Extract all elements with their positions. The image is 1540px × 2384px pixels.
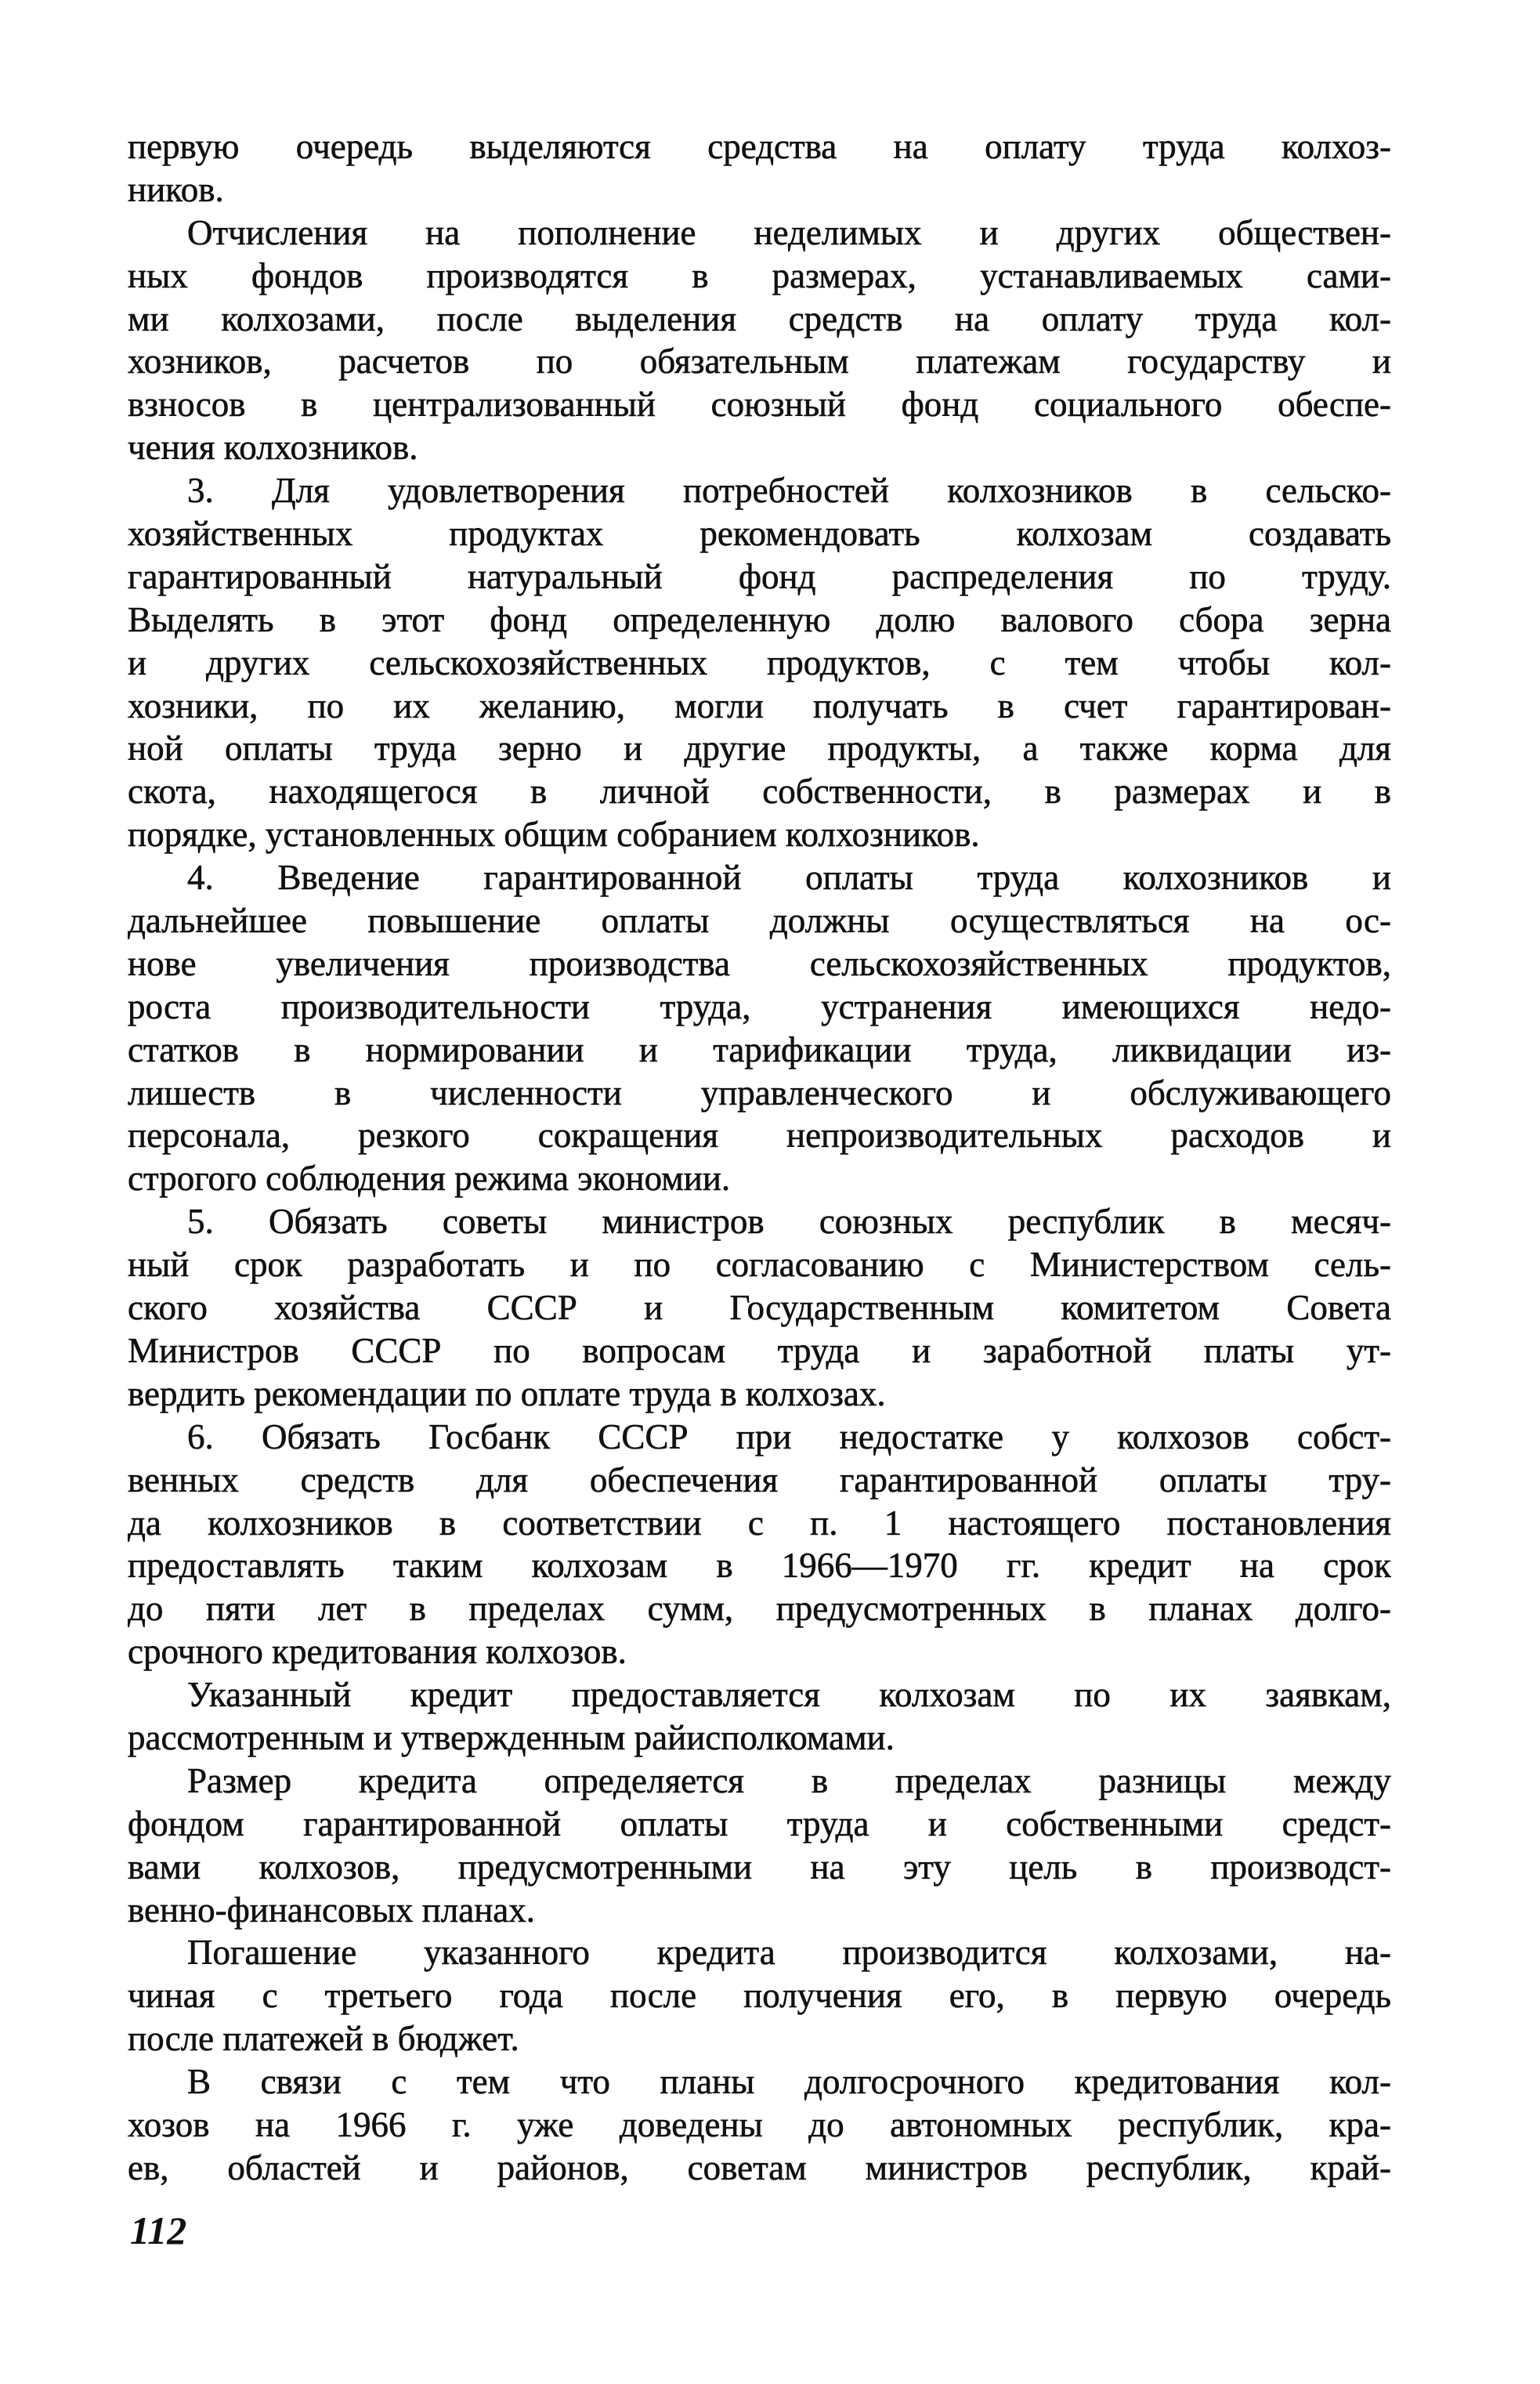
text-line: Указанный кредит предоставляется колхозам по их заявкам,	[187, 1675, 1391, 1715]
text-line: ев, областей и районов, советам министров республик, край-	[128, 2147, 1391, 2187]
paragraph	[128, 1673, 1391, 1760]
text-line: до пяти лет в пределах сумм, предусмотренных в планах долго-	[128, 1589, 1391, 1629]
text-line: статков в нормировании и тарификации труда, ликвидации из-	[128, 1029, 1391, 1069]
text-line: взносов в централизованный союзный фонд социального обеспе-	[128, 385, 1391, 425]
text-line: Выделять в этот фонд определенную долю валового сбора зерна	[128, 599, 1391, 639]
page-body-text	[128, 125, 1391, 2190]
text-line: роста производительности труда, устранения имеющихся недо-	[128, 986, 1391, 1026]
paragraph	[128, 1200, 1391, 1415]
text-line: скота, находящегося в личной собственности, в размерах и в	[128, 772, 1391, 812]
text-line: Размер кредита определяется в пределах разницы между	[187, 1760, 1391, 1800]
text-line: срочного кредитования колхозов.	[128, 1632, 627, 1672]
paragraph	[128, 212, 1391, 469]
text-line: нове увеличения производства сельскохозяйственных продуктов,	[128, 943, 1391, 983]
text-line: ный срок разработать и по согласованию с Министерством сель-	[128, 1245, 1391, 1285]
paragraph	[128, 856, 1391, 1200]
text-line: Министров СССР по вопросам труда и заработной платы ут-	[128, 1330, 1391, 1370]
text-line: дальнейшее повышение оплаты должны осуществляться на ос-	[128, 901, 1391, 941]
text-line: ной оплаты труда зерно и другие продукты, а также корма для	[128, 729, 1391, 769]
text-line: Отчисления на пополнение неделимых и других обществен-	[187, 212, 1391, 252]
text-line: 3. Для удовлетворения потребностей колхозников в сельско-	[187, 471, 1391, 511]
text-line: лишеств в численности управленческого и обслуживающего	[128, 1073, 1391, 1112]
paragraph	[128, 2060, 1391, 2190]
text-line: ского хозяйства СССР и Государственным комитетом Совета	[128, 1288, 1391, 1328]
text-line: ных фондов производятся в размерах, устанавливаемых сами-	[128, 255, 1391, 295]
page-number: 112	[130, 2209, 187, 2252]
text-line: вами колхозов, предусмотренными на эту цель в производст-	[128, 1847, 1391, 1887]
text-line: ми колхозами, после выделения средств на оплату труда кол-	[128, 298, 1391, 338]
text-line: фондом гарантированной оплаты труда и собственными средст-	[128, 1803, 1391, 1843]
text-line: хозников, расчетов по обязательным платежам государству и	[128, 342, 1391, 382]
text-line: строгого соблюдения режима экономии.	[128, 1159, 731, 1199]
text-line: предоставлять таким колхозам в 1966—1970 гг. кредит на срок	[128, 1546, 1391, 1586]
text-line: после платежей в бюджет.	[128, 2019, 519, 2059]
paragraph	[128, 125, 1391, 212]
text-line: В связи с тем что планы долгосрочного кредитования кол-	[187, 2062, 1391, 2102]
text-line: рассмотренным и утвержденным райисполкомами.	[128, 1717, 895, 1757]
text-line: вердить рекомендации по оплате труда в колхозах.	[128, 1373, 886, 1413]
text-line: персонала, резкого сокращения непроизводительных расходов и	[128, 1116, 1391, 1156]
paragraph	[128, 1760, 1391, 1932]
text-line: 5. Обязать советы министров союзных республик в месяч-	[187, 1202, 1391, 1242]
paragraph	[128, 1416, 1391, 1673]
text-line: да колхозников в соответствии с п. 1 настоящего постановления	[128, 1503, 1391, 1543]
text-line: венно-финансовых планах.	[128, 1890, 536, 1930]
text-line: чиная с третьего года после получения его, в первую очередь	[128, 1976, 1391, 2016]
text-line: венных средств для обеспечения гарантированной оплаты тру-	[128, 1460, 1391, 1499]
text-line: и других сельскохозяйственных продуктов, с тем чтобы кол-	[128, 642, 1391, 682]
text-line: хозники, по их желанию, могли получать в счет гарантирован-	[128, 686, 1391, 725]
text-line: порядке, установленных общим собранием колхозников.	[128, 815, 980, 855]
text-line: хозов на 1966 г. уже доведены до автономных республик, кра-	[128, 2104, 1391, 2144]
text-line: Погашение указанного кредита производится колхозами, на-	[187, 1933, 1391, 1973]
text-line: первую очередь выделяются средства на оплату труда колхоз-	[128, 127, 1391, 166]
text-line: хозяйственных продуктах рекомендовать колхозам создавать	[128, 514, 1391, 554]
text-line: 4. Введение гарантированной оплаты труда колхозников и	[187, 858, 1391, 898]
text-line: 6. Обязать Госбанк СССР при недостатке у колхозов собст-	[187, 1416, 1391, 1456]
text-line: чения колхозников.	[128, 428, 418, 468]
paragraph	[128, 1931, 1391, 2060]
text-line: ников.	[128, 169, 224, 209]
paragraph	[128, 469, 1391, 856]
text-line: гарантированный натуральный фонд распределения по труду.	[128, 556, 1391, 596]
